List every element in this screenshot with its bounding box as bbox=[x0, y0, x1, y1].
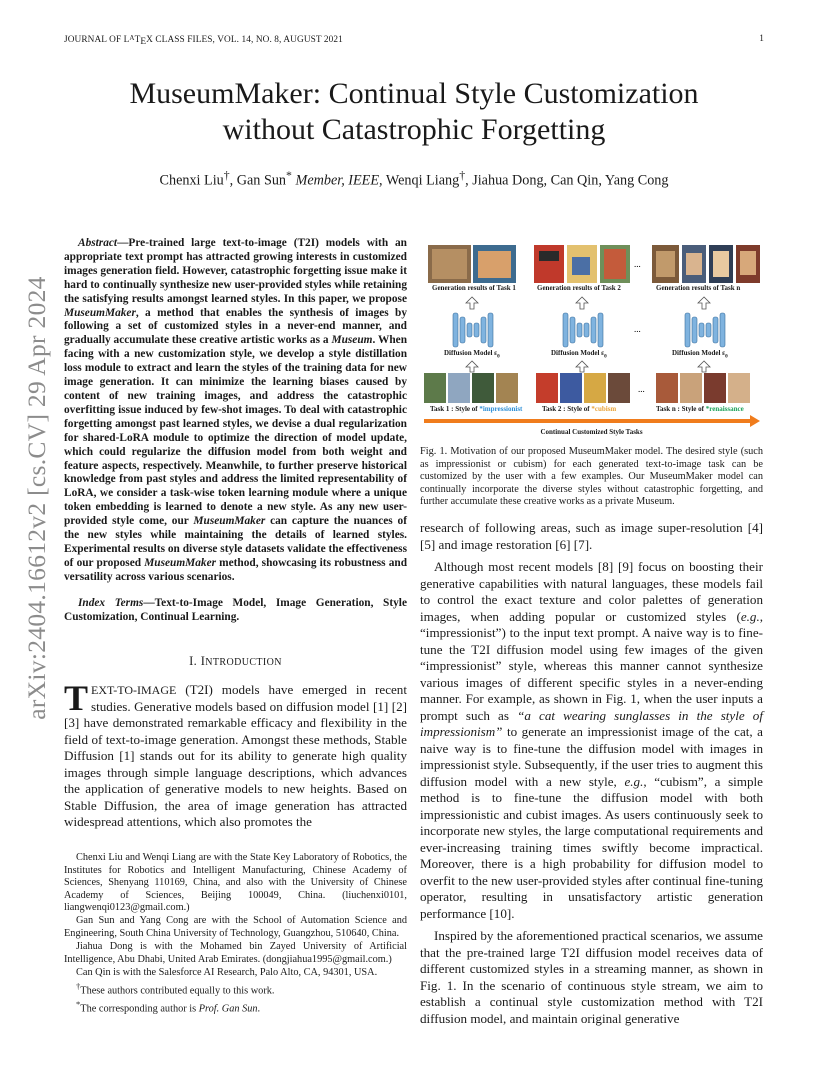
footnote-equal-text: These authors contributed equally to this work. bbox=[80, 985, 275, 997]
author-list: Chenxi Liu†, Gan Sun* Member, IEEE, Wenqi Liang†, Jiahua Dong, Can Qin, Yang Cong bbox=[159, 168, 669, 189]
paragraph-continuation: research of following areas, such as image super-resolution [4] [5] and image restoration [6] [7]. bbox=[420, 520, 763, 552]
generated-images-task2 bbox=[534, 245, 630, 283]
arxiv-stamp-container bbox=[22, 276, 52, 720]
label-taskn bbox=[656, 405, 744, 413]
running-head-text: JOURNAL OF L bbox=[64, 35, 130, 45]
section-title-initial: I bbox=[200, 654, 206, 669]
museum-term: Museum bbox=[331, 334, 373, 347]
example-prompt: “a cat wearing sunglasses in the style of impressionism” bbox=[420, 707, 763, 739]
label-gen-taskn: Generation results of Task n bbox=[656, 284, 741, 292]
label-model-n-text: Diffusion Model bbox=[672, 349, 721, 357]
paper-title bbox=[64, 76, 764, 148]
left-column bbox=[64, 237, 407, 831]
label-model-2: Diffusion Model $\varepsilon_\theta$ bbox=[551, 349, 607, 360]
task-stream-arrowhead bbox=[750, 415, 760, 427]
task-stream-arrow-shaft bbox=[424, 419, 750, 423]
unet-model-n bbox=[685, 313, 725, 347]
section-heading bbox=[64, 654, 407, 669]
latex-a: A bbox=[129, 34, 135, 42]
label-gen-task2: Generation results of Task 2 bbox=[537, 284, 621, 292]
abstract-text-2: , a method that enables the synthesis of images by following a set of customized styles in a never-end manner, and gradually accumulate these creative artistic works as a bbox=[64, 306, 407, 347]
author-2: Gan Sun bbox=[236, 172, 287, 189]
footnotes bbox=[64, 852, 407, 1017]
index-terms bbox=[64, 597, 407, 625]
latex-t: T bbox=[134, 35, 141, 45]
latex-e: E bbox=[140, 37, 147, 47]
label-task1-style: *impressionist bbox=[479, 405, 523, 413]
p1-text-c: to generate an impressionist image of the cat, a naive way is to fine-tune the diffusion model with images in impressionist style. Subsequently, if the user tries to augment this diffusion model with a new style, bbox=[420, 724, 763, 789]
title-line-1: MuseumMaker: Continual Style Customization bbox=[129, 77, 699, 110]
figure-caption: Fig. 1. Motivation of our proposed MuseumMaker model. The desired style (such as impressionist or cubism) for each generated text-to-image task can be customized by the user with a few examples. Our MuseumMaker model can continually incorporate the diverse styles without catastrophic forgetting, and further accumulate these creative works as a private Museum. bbox=[420, 446, 763, 508]
corresponding-author: Prof. Gan Sun bbox=[198, 1003, 258, 1015]
unet-model-1 bbox=[453, 313, 493, 347]
ellipsis-training: ... bbox=[638, 384, 645, 394]
abstract-text-3: . When facing with a new customization style, we develop a style distillation loss module to extract and learn the styles of the training data for new image generation. It can minimize the learning biases caused by content of new training images, and address the catastrophic overfitting issue induced by few-shot images. To deal with catastrophic forgetting amongst past learned styles, we devise a dual regularization for shared-LoRA module to optimize the direction of model update, which could regularize the diffusion model from both weight and feature aspects, respectively. Meanwhile, to further preserve historical knowledge from past styles and address the limited representability of LoRA, we consider a task-wise token learning module where a unique token embedding is learned to denote a new style. As any new user-provided style come, our bbox=[64, 334, 407, 528]
label-task2-text: Task 2 : Style of bbox=[542, 405, 592, 413]
abstract-text-1: —Pre-trained large text-to-image (T2I) models with an appropriate text prompt has attracted growing interests in customized images generation field. However, catastrophic forgetting issue make it hard to continually synthesize new user-provided styles while retaining the satisfying results amongst learned styles. In this paper, we propose bbox=[64, 237, 407, 305]
intro-paragraph bbox=[64, 678, 407, 831]
method-name: MuseumMaker bbox=[64, 306, 136, 319]
other-authors: Jiahua Dong, Can Qin, Yang Cong bbox=[472, 172, 669, 189]
label-gen-task1: Generation results of Task 1 bbox=[432, 284, 516, 292]
footnote-corr-text: The corresponding author is bbox=[80, 1003, 199, 1015]
label-task1 bbox=[430, 405, 522, 413]
ellipsis-images: ... bbox=[634, 259, 641, 269]
label-model-n: Diffusion Model $\varepsilon_\theta$ bbox=[672, 349, 728, 360]
training-images-taskn bbox=[656, 373, 750, 403]
p1-text-b: , “impressionist”) to the input text prompt. A naive way is to fine-tune the T2I diffusion model using few images of the given “impressionist” style, whereas this manner cannot synthesize various images of different specific styles in a never-ending manner. For example, as shown in Fig. 1, when the user inputs a prompt such as bbox=[420, 608, 763, 723]
footnote-affiliation-4: Can Qin is with the Salesforce AI Research, Palo Alto, CA, 94301, USA. bbox=[76, 966, 378, 978]
intro-text: (T2I) models have emerged in recent studies. Generative models based on diffusion model [1] [2] [3] have demonstrated remarkable efficacy and flexibility in the field of text-to-image generation. Amongst these methods, Stable Diffusion [1] stands out for its ability to generate high quality images through simple language descriptions, which advances the application of generative models to new heights. Based on Stable Diffusion, the area of image generation has attracted widespread attentions, which also promotes the bbox=[64, 682, 407, 830]
up-arrows-lower bbox=[466, 361, 710, 372]
running-head-rest: X CLASS FILES, VOL. 14, NO. 8, AUGUST 2021 bbox=[146, 35, 343, 45]
footnote-affiliation-3: Jiahua Dong is with the Mohamed bin Zayed University of Artificial Intelligence, Abu Dhabi, United Arab Emirates. (dongjiahua1995@gmail.com.) bbox=[64, 941, 407, 965]
abstract bbox=[64, 237, 407, 585]
method-name: MuseumMaker bbox=[144, 556, 217, 569]
footnote-corresponding: *The corresponding author is Prof. Gan Sun. bbox=[76, 999, 261, 1015]
footnote-affiliation-2: Gan Sun and Yang Cong are with the School of Automation Science and Engineering, South China University of Technology, Guangzhou, 510640, China. bbox=[64, 915, 407, 940]
up-arrows bbox=[466, 297, 710, 309]
author-2-membership: Member, IEEE bbox=[295, 172, 380, 189]
author-1: Chenxi Liu bbox=[159, 172, 224, 189]
title-line-2: without Catastrophic Forgetting bbox=[222, 113, 606, 146]
generated-images-taskn bbox=[652, 245, 760, 283]
training-images-task2 bbox=[536, 373, 630, 403]
label-model-2-text: Diffusion Model bbox=[551, 349, 600, 357]
footnote-equal-contribution: †These authors contributed equally to this work. bbox=[76, 980, 275, 997]
index-terms-text: —Text-to-Image Model, Image Generation, Style Customization, Continual Learning. bbox=[64, 596, 407, 623]
right-column-body bbox=[420, 520, 763, 1033]
label-taskn-text: Task n : Style of bbox=[656, 405, 706, 413]
eg-abbrev: e.g. bbox=[740, 608, 760, 624]
ellipsis-models: ... bbox=[634, 324, 641, 334]
abstract-label: Abstract bbox=[78, 237, 118, 249]
footnote-affiliation-1: Chenxi Liu and Wenqi Liang are with the State Key Laboratory of Robotics, the Institutes for Robotics and Intelligent Manufacturing, Chinese Academy of Sciences, Shenyang 110169, China, and also with the University of Chinese Academy of Sciences, Beijing 100049, China. (liuchenxi0101, liangwenqi0123@gmail.com.) bbox=[64, 852, 407, 914]
arxiv-stamp: arXiv:2404.16612v2 [cs.CV] 29 Apr 2024 bbox=[22, 276, 51, 720]
p1-text-a: Although most recent models [8] [9] focus on boosting their generative capabilities with natural languages, these models fail to control the exact texture and color palettes of generation images, when adding popular or customized styles ( bbox=[420, 559, 763, 624]
index-terms-label: Index Terms bbox=[78, 596, 144, 609]
intro-smallcaps: EXT-TO-IMAGE bbox=[91, 683, 177, 698]
eg-abbrev: e.g. bbox=[624, 773, 644, 789]
training-images-task1 bbox=[424, 373, 518, 403]
unet-model-2 bbox=[563, 313, 603, 347]
label-model-1-text: Diffusion Model bbox=[444, 349, 493, 357]
section-number: I. bbox=[189, 654, 198, 669]
running-head bbox=[64, 34, 764, 47]
section-title-rest: NTRODUCTION bbox=[205, 657, 282, 669]
label-continual-tasks: Continual Customized Style Tasks bbox=[540, 428, 643, 436]
label-taskn-style: *renaissance bbox=[705, 405, 744, 413]
right-column-top bbox=[420, 237, 763, 509]
author-3: Wenqi Liang bbox=[385, 172, 460, 189]
label-task1-text: Task 1 : Style of bbox=[430, 405, 480, 413]
drop-cap: T bbox=[64, 678, 89, 719]
page-number: 1 bbox=[759, 34, 764, 44]
paragraph-scenario: Inspired by the aforementioned practical scenarios, we assume that the pre-trained large T2I diffusion model receives data of different customized styles in a streaming manner, as shown in Fig. 1. In the scenario of continuous style stream, we aim to establish a continual style customization method with T2I diffusion model, and maintain original generative bbox=[420, 928, 763, 1026]
method-name: MuseumMaker bbox=[193, 515, 266, 528]
label-model-1: Diffusion Model $\varepsilon_\theta$ bbox=[444, 349, 500, 360]
label-task2-style: *cubism bbox=[591, 405, 617, 413]
abstract-text-4: can capture the nuances of the new styles while maintaining the details of learned styles. Experimental results on diverse style datasets validate the effectiveness of our proposed bbox=[64, 515, 407, 569]
label-task2 bbox=[542, 405, 616, 413]
generated-images-task1 bbox=[428, 245, 516, 283]
p1-text-d: , “cubism”, a simple method is to fine-tune the diffusion model with both impressionistic and cubist images. As users continuously seek to incorporate new styles, the large computational requirements and ever-increasing training times swiftly become impractical. Moreover, there is a high probability for diffusion model to overfit to the new user-provided styles after continual fine-tuning operator, resulting in unsatisfactory artistic generation performance [10]. bbox=[420, 773, 763, 921]
figure-1-diagram bbox=[420, 237, 763, 427]
abstract-text-5: method, showcasing its robustness and versatility across various scenarios. bbox=[64, 556, 407, 583]
figure-1 bbox=[420, 237, 763, 427]
paragraph-motivation bbox=[420, 559, 763, 922]
